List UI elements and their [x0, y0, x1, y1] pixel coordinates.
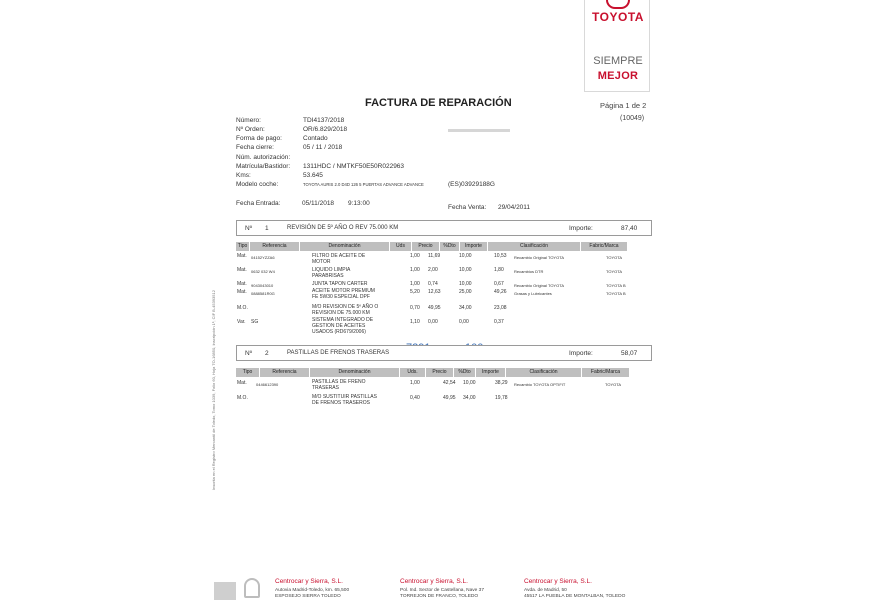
section-importe-label: Importe: [569, 225, 593, 232]
row-uds: 5,20 [410, 289, 420, 295]
row-uds: 1,00 [410, 267, 420, 273]
modelo-value: TOYOTA AURIS 2.0 D4D 126 5 PUERTAS ADVANCE ADVANCE [303, 182, 424, 187]
section-description: PASTILLAS DE FRENOS TRASERAS [287, 350, 390, 356]
footer-address-3: Avda. de Madrid, 50 [524, 588, 567, 593]
col-importe: Importe [476, 368, 506, 377]
col-uds: Uds. [400, 368, 426, 377]
row-precio: 49,95 [428, 305, 441, 311]
col-referencia: Referencia [260, 368, 310, 377]
section-importe-value: 58,07 [621, 350, 638, 357]
row-tipo: Mat. [237, 267, 247, 273]
modelo-code: (ES)03929188G [448, 181, 495, 188]
row-marca: TOYOTA [606, 269, 623, 274]
forma-pago-label: Forma de pago: [236, 135, 282, 142]
col-clasificacion: Clasificación [488, 242, 581, 251]
row-tipo: M.O. [237, 395, 248, 401]
section-importe-label: Importe: [569, 350, 593, 357]
row-precio: 2,00 [428, 267, 438, 273]
footer-company-1: Centrocar y Sierra, S.L. [275, 578, 343, 585]
row-clasificacion: Recambio Original TOYOTA [514, 283, 565, 288]
fecha-cierre-value: 05 / 11 / 2018 [303, 144, 343, 151]
row-desc-3: USADOS (RD679/2006) [312, 329, 366, 335]
toyota-logo [584, 0, 650, 92]
row-desc-2: FE 5W30 ESPECIAL DPF [312, 294, 370, 300]
section-n-label: Nº [245, 225, 253, 232]
fecha-entrada-date: 05/11/2018 [302, 200, 335, 207]
row-marca: TOYOTA [605, 382, 622, 387]
row-desc-2: DE FRENOS TRASEROS [312, 400, 370, 406]
registry-note: Inscrita en el Registro Mercantil de Toledo, Tomo 1039, Folio 60, Hoja TO-16850, Inscripción 1ª, CIF B-45393512 [211, 290, 216, 490]
row-tipo: Var. [237, 319, 246, 325]
row-dto: 10,00 [459, 253, 472, 259]
footer-badge-icon [214, 582, 236, 600]
row-precio: 0,74 [428, 281, 438, 287]
row-precio: 42,54 [443, 380, 456, 386]
col-dto: %Dto [454, 368, 476, 377]
row-tipo: Mat. [237, 253, 247, 259]
matricula-label: Matrícula/Bastidor: [236, 163, 291, 170]
row-importe: 10,53 [494, 253, 507, 259]
row-importe: 1,80 [494, 267, 504, 273]
section-n-label: Nº [245, 350, 253, 357]
document-title: FACTURA DE REPARACIÓN [365, 97, 512, 109]
matricula-value: 1311HDC / NMTKF50E50R022963 [303, 163, 405, 170]
row-importe: 0,37 [494, 319, 504, 325]
row-importe: 0,67 [494, 281, 504, 287]
row-precio: 12,63 [428, 289, 441, 295]
footer-logo [214, 578, 266, 600]
col-clasificacion: Clasificación [506, 368, 582, 377]
footer-company-3: Centrocar y Sierra, S.L. [524, 578, 592, 585]
brand-slogan-1: SIEMPRE [593, 55, 643, 67]
section-description: REVISIÓN DE 5º AÑO O REV 75.000 KM [287, 225, 399, 231]
col-precio: Precio [426, 368, 454, 377]
row-desc-2: GESTION DE ACEITES [312, 323, 366, 329]
row-desc: M/O REVISION DE 5º AÑO O [312, 304, 379, 310]
row-uds: 1,10 [410, 319, 420, 325]
row-ref: 0446612390 [256, 382, 279, 387]
col-dto: %Dto [440, 242, 460, 251]
row-ref: 04152YZZA6 [251, 255, 275, 260]
row-dto: 10,00 [463, 380, 476, 386]
col-marca: Fabric/Marca [581, 242, 628, 251]
kms-value: 53.645 [303, 172, 323, 179]
row-uds: 1,00 [410, 380, 420, 386]
row-tipo: Mat. [237, 289, 247, 295]
row-desc: LIQUIDO LIMPIA [312, 267, 351, 273]
fecha-cierre-label: Fecha cierre: [236, 144, 274, 151]
col-importe: Importe [460, 242, 488, 251]
modelo-label: Modelo coche: [236, 181, 279, 188]
row-precio: 0,00 [428, 319, 438, 325]
row-dto: 0,00 [459, 319, 469, 325]
row-desc-2: MOTOR [312, 259, 331, 265]
row-dto: 10,00 [459, 267, 472, 273]
row-desc: PASTILLAS DE FRENO [312, 379, 366, 385]
row-desc: ACEITE MOTOR PREMIUM [312, 288, 375, 294]
col-denominacion: Denominación [310, 368, 400, 377]
col-referencia: Referencia [250, 242, 300, 251]
row-precio: 49,95 [443, 395, 456, 401]
col-precio: Precio [412, 242, 440, 251]
row-ref: SG [251, 319, 259, 325]
row-importe: 38,29 [495, 380, 508, 386]
col-denominacion: Denominación [300, 242, 390, 251]
row-dto: 10,00 [459, 281, 472, 287]
row-clasificacion: Recambios DTR [514, 269, 544, 274]
col-marca: Fabric/Marca [582, 368, 630, 377]
row-uds: 1,00 [410, 253, 420, 259]
row-ref: 0888581R0G [251, 291, 275, 296]
section-number: 1 [265, 225, 269, 232]
section-importe-value: 87,40 [621, 225, 638, 232]
footer-seal-icon [244, 578, 260, 598]
section-1-header [236, 220, 652, 236]
faded-text-mark [448, 129, 510, 132]
brand-slogan-2: MEJOR [597, 70, 639, 82]
orden-value: OR/6.829/2018 [303, 126, 348, 133]
row-uds: 0,40 [410, 395, 420, 401]
row-marca: TOYOTA B [606, 283, 626, 288]
row-dto: 25,00 [459, 289, 472, 295]
autorizacion-label: Núm. autorización: [236, 154, 291, 161]
row-desc: FILTRO DE ACEITE DE [312, 253, 366, 259]
col-uds: Uds [390, 242, 412, 251]
footer-address-1: Autovia Madrid-Toledo, km. 65,500 [275, 588, 350, 593]
row-clasificacion: Recambio TOYOTA OPTIFIT [514, 382, 566, 387]
footer-city-2: TORREJON DE FRANCO, TOLEDO [400, 594, 479, 599]
col-tipo: Tipo [236, 242, 250, 251]
footer-city-3: 45517 LA PUEBLA DE MONTALBAN, TOLEDO [524, 594, 626, 599]
orden-label: Nº Orden: [236, 126, 265, 133]
page-reference: (10049) [620, 115, 645, 122]
row-dto: 34,00 [463, 395, 476, 401]
footer-company-2: Centrocar y Sierra, S.L. [400, 578, 468, 585]
row-uds: 1,00 [410, 281, 420, 287]
toyota-emblem-icon [606, 0, 630, 9]
row-ref: 0632 032 W4 [251, 269, 275, 274]
col-tipo: Tipo [236, 368, 260, 377]
row-desc-2: REVISION DE 75.000 KM [312, 310, 370, 316]
footer-address-2: Pol. Ind. Sector de Castellana, Nave 37 [400, 588, 484, 593]
footer-city-1: ESPOSEJO SIERRA TOLEDO [275, 594, 341, 599]
brand-name: TOYOTA [592, 10, 644, 24]
row-precio: 11,69 [428, 253, 441, 259]
section-number: 2 [265, 350, 269, 357]
row-tipo: Mat. [237, 281, 247, 287]
row-desc: JUNTA TAPON CARTER [312, 281, 368, 287]
row-desc: SISTEMA INTEGRADO DE [312, 317, 374, 323]
row-uds: 0,70 [410, 305, 420, 311]
fecha-venta-value: 29/04/2011 [498, 204, 531, 211]
row-tipo: M.O. [237, 305, 248, 311]
fecha-entrada-label: Fecha Entrada: [236, 200, 281, 207]
forma-pago-value: Contado [303, 135, 328, 142]
row-clasificacion: Recambio Original TOYOTA [514, 255, 565, 260]
section-2-header [236, 345, 652, 361]
table-1-header [236, 242, 628, 251]
row-ref: 9043043010 [251, 283, 274, 288]
row-importe: 49,26 [494, 289, 507, 295]
row-clasificacion: Grasas y Lubricantes [514, 291, 552, 296]
fecha-venta-label: Fecha Venta: [448, 204, 487, 211]
numero-value: TDI4137/2018 [303, 117, 345, 124]
row-importe: 23,08 [494, 305, 507, 311]
table-2-header [236, 368, 630, 377]
numero-label: Número: [236, 117, 261, 124]
row-dto: 34,00 [459, 305, 472, 311]
row-marca: TOYOTA [606, 255, 623, 260]
row-importe: 19,78 [495, 395, 508, 401]
page-number: Página 1 de 2 [600, 101, 647, 110]
row-desc-2: PARABRISAS [312, 273, 344, 279]
row-desc: M/O SUSTITUIR PASTILLAS [312, 394, 377, 400]
row-tipo: Mat. [237, 380, 247, 386]
kms-label: Kms: [236, 172, 251, 179]
fecha-entrada-time: 9:13:00 [348, 200, 370, 207]
row-marca: TOYOTA B [606, 291, 626, 296]
row-desc-2: TRASERAS [312, 385, 339, 391]
